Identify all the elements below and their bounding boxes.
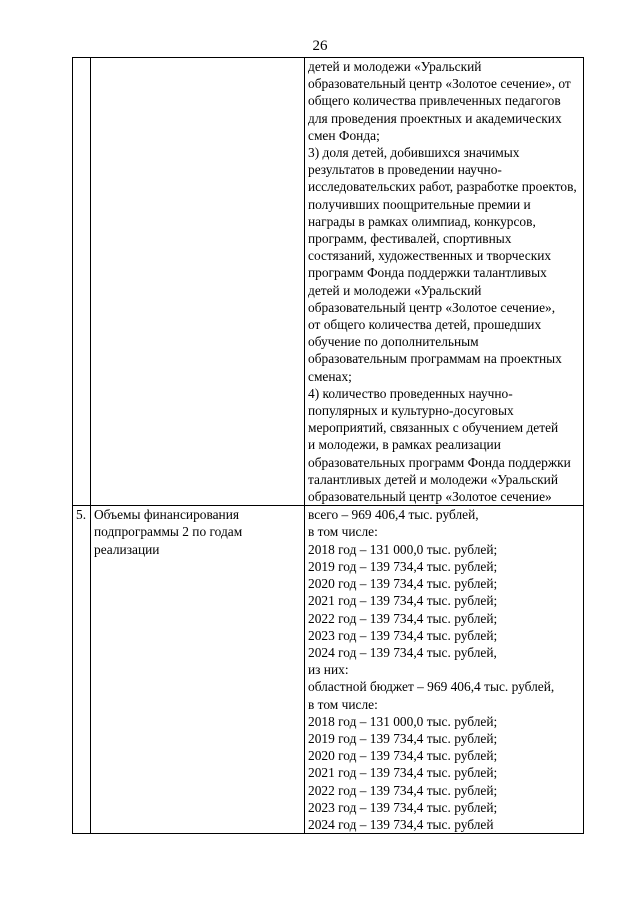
text-line: программ Фонда поддержки талантливых: [308, 265, 547, 281]
funding-line: в том числе:: [308, 696, 378, 712]
funding-line: 2022 год – 139 734,4 тыс. рублей;: [308, 782, 498, 798]
row-name-cell: [91, 506, 305, 834]
text-line: от общего количества детей, прошедших: [308, 317, 542, 333]
funding-line: 2021 год – 139 734,4 тыс. рублей;: [308, 593, 498, 609]
text-line: образовательный центр «Золотое сечение»: [308, 489, 552, 505]
funding-line: 2022 год – 139 734,4 тыс. рублей;: [308, 610, 498, 626]
passport-table: [72, 57, 584, 834]
funding-line: 2024 год – 139 734,4 тыс. рублей,: [308, 644, 497, 660]
funding-line: 2019 год – 139 734,4 тыс. рублей;: [308, 730, 498, 746]
text-line: образовательный центр «Золотое сечение», от: [308, 76, 571, 92]
text-line: детей и молодежи «Уральский: [308, 282, 482, 298]
text-line: образовательным программам на проектных: [308, 351, 562, 367]
table-row-continued: [73, 58, 584, 506]
funding-line: 2023 год – 139 734,4 тыс. рублей;: [308, 627, 498, 643]
text-line: общего количества привлеченных педагогов: [308, 93, 561, 109]
row-number-cell: 5.: [73, 506, 91, 834]
table-row-financing: [73, 506, 584, 834]
funding-line: всего – 969 406,4 тыс. рублей,: [308, 507, 479, 523]
text-line: популярных и культурно-досуговых: [308, 403, 514, 419]
text-line: исследовательских работ, разработке проектов,: [308, 179, 577, 195]
row-value-cell: [305, 506, 584, 834]
row-number-cell: [73, 58, 91, 506]
text-line: получивших поощрительные премии и: [308, 196, 531, 212]
text-line: 3) доля детей, добившихся значимых: [308, 145, 520, 161]
text-line: образовательный центр «Золотое сечение»,: [308, 299, 556, 315]
funding-line: 2020 год – 139 734,4 тыс. рублей;: [308, 576, 498, 592]
funding-line: в том числе:: [308, 524, 378, 540]
funding-line: 2018 год – 131 000,0 тыс. рублей;: [308, 713, 498, 729]
funding-line: из них:: [308, 662, 349, 678]
funding-line: 2018 год – 131 000,0 тыс. рублей;: [308, 541, 498, 557]
text-line: результатов в проведении научно-: [308, 162, 502, 178]
text-line: обучение по дополнительным: [308, 334, 479, 350]
funding-line: областной бюджет – 969 406,4 тыс. рублей,: [308, 679, 555, 695]
text-line: состязаний, художественных и творческих: [308, 248, 552, 264]
text-line: смен Фонда;: [308, 127, 380, 143]
text-line: для проведения проектных и академических: [308, 110, 562, 126]
funding-line: 2024 год – 139 734,4 тыс. рублей: [308, 816, 494, 832]
row-name-line: подпрограммы 2 по годам: [94, 524, 243, 540]
row-name-line: реализации: [94, 541, 160, 557]
text-line: награды в рамках олимпиад, конкурсов,: [308, 213, 536, 229]
page-number: 26: [312, 38, 328, 54]
text-line: и молодежи, в рамках реализации: [308, 437, 501, 453]
row-name-cell: [91, 58, 305, 506]
funding-line: 2019 год – 139 734,4 тыс. рублей;: [308, 558, 498, 574]
funding-line: 2020 год – 139 734,4 тыс. рублей;: [308, 748, 498, 764]
text-line: талантливых детей и молодежи «Уральский: [308, 471, 559, 487]
row-name-line: Объемы финансирования: [94, 507, 240, 523]
text-line: детей и молодежи «Уральский: [308, 59, 482, 74]
text-line: образовательных программ Фонда поддержки: [308, 454, 571, 470]
funding-line: 2023 год – 139 734,4 тыс. рублей;: [308, 799, 498, 815]
text-line: сменах;: [308, 368, 352, 384]
text-line: мероприятий, связанных с обучением детей: [308, 420, 559, 436]
text-line: 4) количество проведенных научно-: [308, 385, 513, 401]
text-line: программ, фестивалей, спортивных: [308, 231, 512, 247]
row-value-cell: [305, 58, 584, 506]
funding-line: 2021 год – 139 734,4 тыс. рублей;: [308, 765, 498, 781]
